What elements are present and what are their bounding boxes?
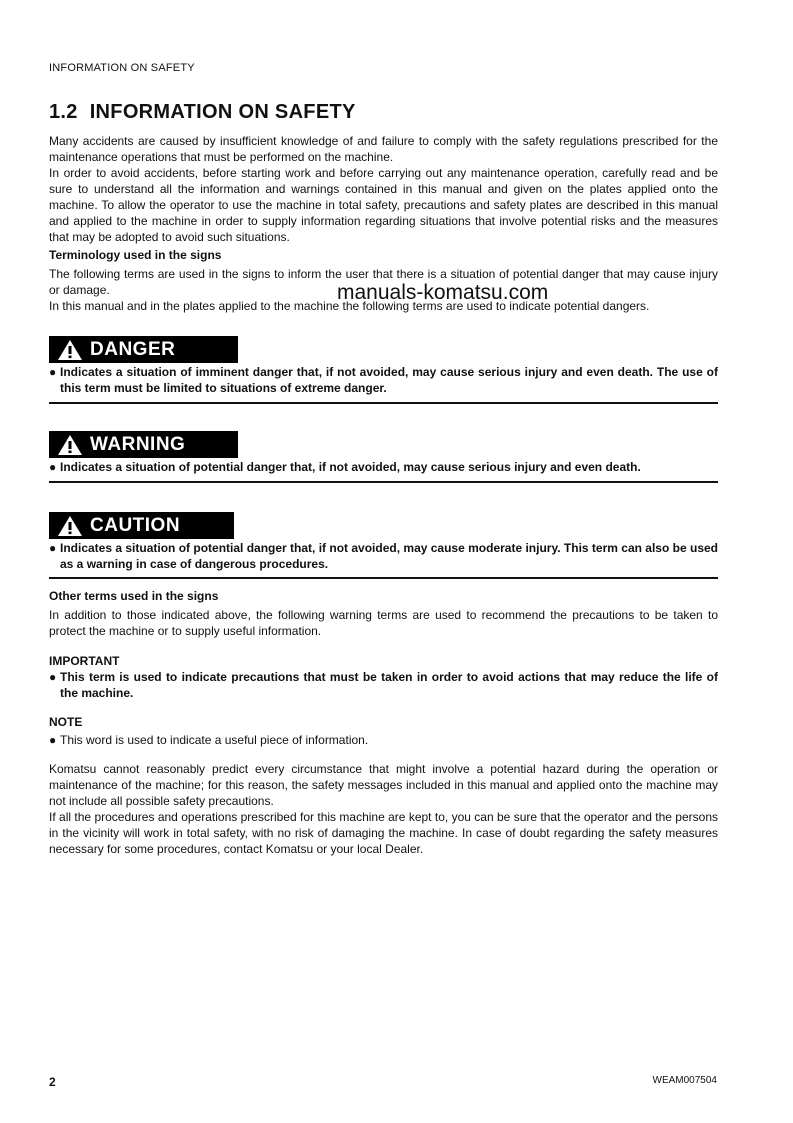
page-number: 2 [49, 1075, 56, 1089]
note-heading [49, 714, 718, 730]
warning-triangle-icon [57, 515, 83, 537]
running-header: INFORMATION ON SAFETY [49, 62, 195, 74]
danger-description [49, 364, 718, 396]
page-title [49, 101, 356, 124]
important-text: This term is used to indicate precautions that must be taken in order to avoid actions that may reduce the life of the machine. [60, 670, 718, 700]
warning-label: WARNING [90, 433, 186, 455]
closing-block [49, 761, 718, 857]
caution-label: CAUTION [90, 514, 181, 536]
danger-label: DANGER [90, 338, 176, 360]
closing-paragraph-2: If all the procedures and operations prescribed for this machine are kept to, you can be sure that the operator and the persons in the vicinity will work in total safety, with no risk of damaging the machine. In case of doubt regarding the safety measures necessary for some procedures, contact Komatsu or your local Dealer. [49, 810, 718, 856]
divider [49, 402, 718, 404]
intro-paragraph-1: Many accidents are caused by insufficient knowledge of and failure to comply with the safety regulations prescribed for the maintenance operations that must be performed on the machine. [49, 134, 718, 164]
note-heading-text: NOTE [49, 715, 83, 729]
important-description [49, 669, 718, 701]
other-terms-heading: Other terms used in the signs [49, 589, 219, 603]
caution-text: Indicates a situation of potential danger that, if not avoided, may cause moderate injury. This term can also be used as a warning in case of dangerous procedures. [60, 541, 718, 571]
bullet: ● [49, 670, 57, 684]
bullet: ● [49, 541, 57, 555]
warning-triangle-icon [57, 434, 83, 456]
divider [49, 577, 718, 579]
important-heading [49, 653, 718, 669]
warning-text: Indicates a situation of potential danger that, if not avoided, may cause serious injury and even death. [60, 460, 641, 474]
terminology-heading: Terminology used in the signs [49, 248, 222, 262]
note-description [49, 732, 718, 748]
terminology-paragraph-2: In this manual and in the plates applied to the machine the following terms are used to indicate potential dangers. [49, 299, 650, 313]
important-heading-text: IMPORTANT [49, 654, 120, 668]
note-text: This word is used to indicate a useful piece of information. [60, 733, 369, 747]
warning-description [49, 459, 718, 475]
section-number: 1.2 [49, 101, 78, 123]
caution-description [49, 540, 718, 572]
danger-text: Indicates a situation of imminent danger that, if not avoided, may cause serious injury and even death. The use of this term must be limited to situations of extreme danger. [60, 365, 718, 395]
document-code: WEAM007504 [652, 1075, 717, 1086]
closing-paragraph-1: Komatsu cannot reasonably predict every circumstance that might involve a potential hazard during the operation or maintenance of the machine; for this reason, the safety messages included in this manual and applied onto the machine may not include all possible safety precautions. [49, 762, 718, 808]
terminology-paragraph-1: The following terms are used in the signs to inform the user that there is a situation of potential danger that may cause injury or damage. [49, 267, 718, 297]
other-terms-paragraph: In addition to those indicated above, the following warning terms are used to recommend the precautions to be taken to protect the machine or to supply useful information. [49, 608, 718, 638]
warning-sign [49, 431, 238, 458]
watermark: manuals-komatsu.com [337, 281, 549, 304]
caution-sign [49, 512, 234, 539]
section-title: INFORMATION ON SAFETY [89, 101, 356, 123]
danger-sign [49, 336, 238, 363]
divider [49, 481, 718, 483]
other-terms-block [49, 588, 718, 639]
bullet: ● [49, 733, 57, 747]
intro-paragraph-2: In order to avoid accidents, before starting work and before carrying out any maintenance operation, carefully read and be sure to understand all the information and warnings contained in this manual and given on the plates applied onto the machine. To allow the operator to use the machine in total safety, precautions and safety plates are described in this manual and applied to the machine in order to supply information regarding situations that involve potential risks and the measures that may be adopted to avoid such situations. [49, 166, 718, 244]
warning-triangle-icon [57, 339, 83, 361]
bullet: ● [49, 365, 57, 379]
bullet: ● [49, 460, 57, 474]
